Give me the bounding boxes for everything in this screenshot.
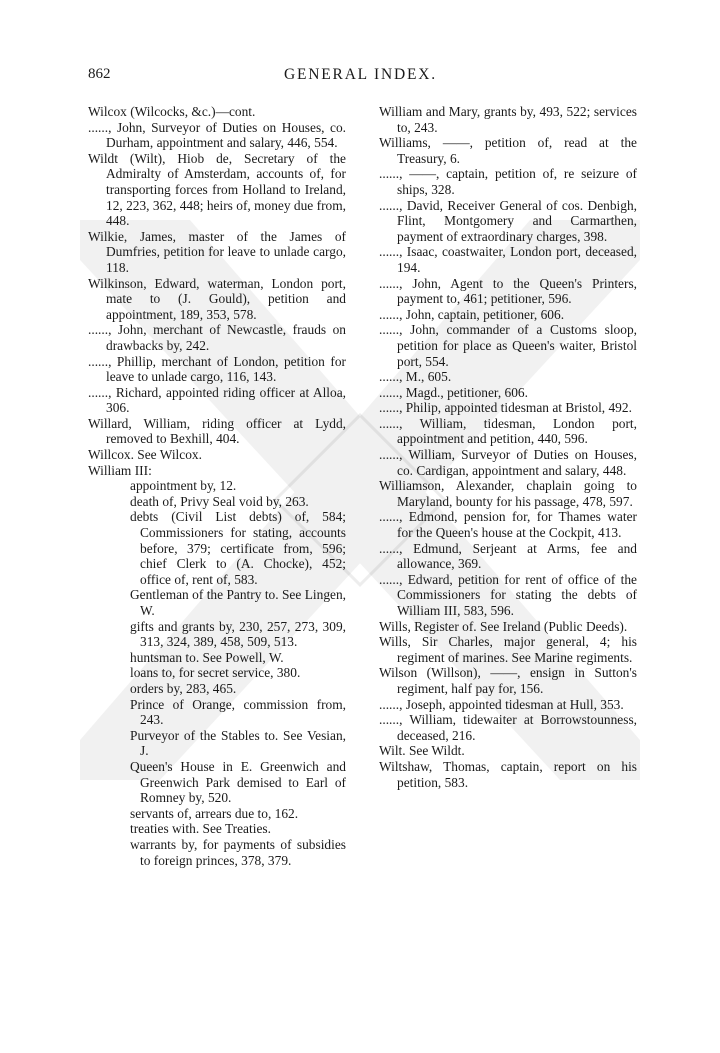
index-entry: ......, John, Agent to the Queen's Printers, payment to, 461; petitioner, 596. xyxy=(379,275,637,307)
index-entry: ......, Richard, appointed riding officer at Alloa, 306. xyxy=(88,384,346,416)
index-entry: Willcox. See Wilcox. xyxy=(88,447,202,463)
index-entry: Williams, ——, petition of, read at the Treasury, 6. xyxy=(379,135,637,166)
index-entry: ......, M., 605. xyxy=(379,369,452,385)
index-subentry: Purveyor of the Stables to. See Vesian, J. xyxy=(130,727,346,759)
index-entry: Wills, Sir Charles, major general, 4; his regiment of marines. See Marine regiments. xyxy=(379,634,637,665)
index-entry: ......, Edmond, pension for, for Thames water for the Queen's house at the Cockpit, 413. xyxy=(379,509,637,541)
index-entry: Wilkinson, Edward, waterman, London port, mate to (J. Gould), petition and appointment, 189, 353, 578. xyxy=(88,275,346,322)
index-entry: ......, John, captain, petitioner, 606. xyxy=(379,306,565,322)
index-entry: ......, John, Surveyor of Duties on Houses, co. Durham, appointment and salary, 446, 554. xyxy=(88,119,346,151)
index-entry: ......, William, tidesman, London port, appointment and petition, 440, 596. xyxy=(379,415,637,447)
index-entry: Willard, William, riding officer at Lydd, removed to Bexhill, 404. xyxy=(88,415,346,447)
index-entry: ......, William, Surveyor of Duties on Houses, co. Cardigan, appointment and salary, 448. xyxy=(379,447,637,478)
index-entry: Wilkie, James, master of the James of Dumfries, petition for leave to unlade cargo, 118. xyxy=(88,228,346,275)
index-entry: Wilt. See Wildt. xyxy=(379,743,465,759)
index-subentry: Prince of Orange, commission from, 243. xyxy=(130,696,346,728)
index-entry: ......, Joseph, appointed tidesman at Hull, 353. xyxy=(379,696,624,712)
index-entry: William III: xyxy=(88,462,152,478)
index-entry: ......, William, tidewaiter at Borrowstounness, deceased, 216. xyxy=(379,712,637,743)
page-header xyxy=(88,66,633,90)
index-column-right xyxy=(379,104,637,790)
index-entry: Wilson (Willson), ——, ensign in Sutton's regiment, half pay for, 156. xyxy=(379,665,637,696)
page-number: 862 xyxy=(88,66,111,82)
index-subentry: Queen's House in E. Greenwich and Greenwich Park demised to Earl of Romney by, 520. xyxy=(130,758,346,806)
index-subentry: appointment by, 12. xyxy=(130,478,237,494)
index-subentry: death of, Privy Seal void by, 263. xyxy=(130,493,309,509)
index-subentry: treaties with. See Treaties. xyxy=(130,821,271,837)
index-entry: Williamson, Alexander, chaplain going to Maryland, bounty for his passage, 478, 597. xyxy=(379,478,637,509)
index-entry: ......, Edward, petition for rent of office of the Commissioners for stating the debts of William III, 583, 596. xyxy=(379,571,637,618)
index-entry: ......, Magd., petitioner, 606. xyxy=(379,384,528,400)
index-subentry: gifts and grants by, 230, 257, 273, 309, 313, 324, 389, 458, 509, 513. xyxy=(130,618,346,650)
index-subentry: orders by, 283, 465. xyxy=(130,680,237,696)
index-subentry: Gentleman of the Pantry to. See Lingen, W. xyxy=(130,587,346,618)
index-entry: ......, John, commander of a Customs sloop, petition for place as Queen's waiter, Bristol port, 554. xyxy=(379,322,637,369)
index-entry: ......, David, Receiver General of cos. Denbigh, Flint, Montgomery and Carmarthen, payment of extraordinary charges, 398. xyxy=(379,197,637,244)
index-entry: William and Mary, grants by, 493, 522; services to, 243. xyxy=(379,104,637,135)
index-entry: Wills, Register of. See Ireland (Public Deeds). xyxy=(379,618,628,634)
index-subentry: warrants by, for payments of subsidies to foreign princes, 378, 379. xyxy=(130,836,346,868)
index-subentry: servants of, arrears due to, 162. xyxy=(130,805,299,821)
index-entry: ......, Edmund, Serjeant at Arms, fee and allowance, 369. xyxy=(379,540,637,572)
index-entry: ......, Phillip, merchant of London, petition for leave to unlade cargo, 116, 143. xyxy=(88,353,346,385)
index-subentry: debts (Civil List debts) of, 584; Commissioners for stating, accounts before, 379; certificate from, 596; chief Clerk to (A. Chocke), 452; office of, rent of, 583. xyxy=(130,509,346,587)
index-entry: ......, John, merchant of Newcastle, frauds on drawbacks by, 242. xyxy=(88,322,346,353)
index-entry: Wiltshaw, Thomas, captain, report on his petition, 583. xyxy=(379,758,637,790)
index-entry: ......, Philip, appointed tidesman at Bristol, 492. xyxy=(379,400,632,416)
index-entry: Wilcox (Wilcocks, &c.)—cont. xyxy=(88,104,256,119)
index-subentry: loans to, for secret service, 380. xyxy=(130,665,301,681)
running-title: GENERAL INDEX. xyxy=(284,66,437,83)
index-subentry: huntsman to. See Powell, W. xyxy=(130,649,284,665)
index-entry: Wildt (Wilt), Hiob de, Secretary of the Admiralty of Amsterdam, accounts of, for transporting forces from Holland to Ireland, 12, 223, 362, 448; heirs of, money due from, 448. xyxy=(88,150,346,229)
index-entry: ......, Isaac, coastwaiter, London port, deceased, 194. xyxy=(379,244,637,275)
index-column-left xyxy=(88,104,346,868)
index-entry: ......, ——, captain, petition of, re seizure of ships, 328. xyxy=(379,166,637,197)
